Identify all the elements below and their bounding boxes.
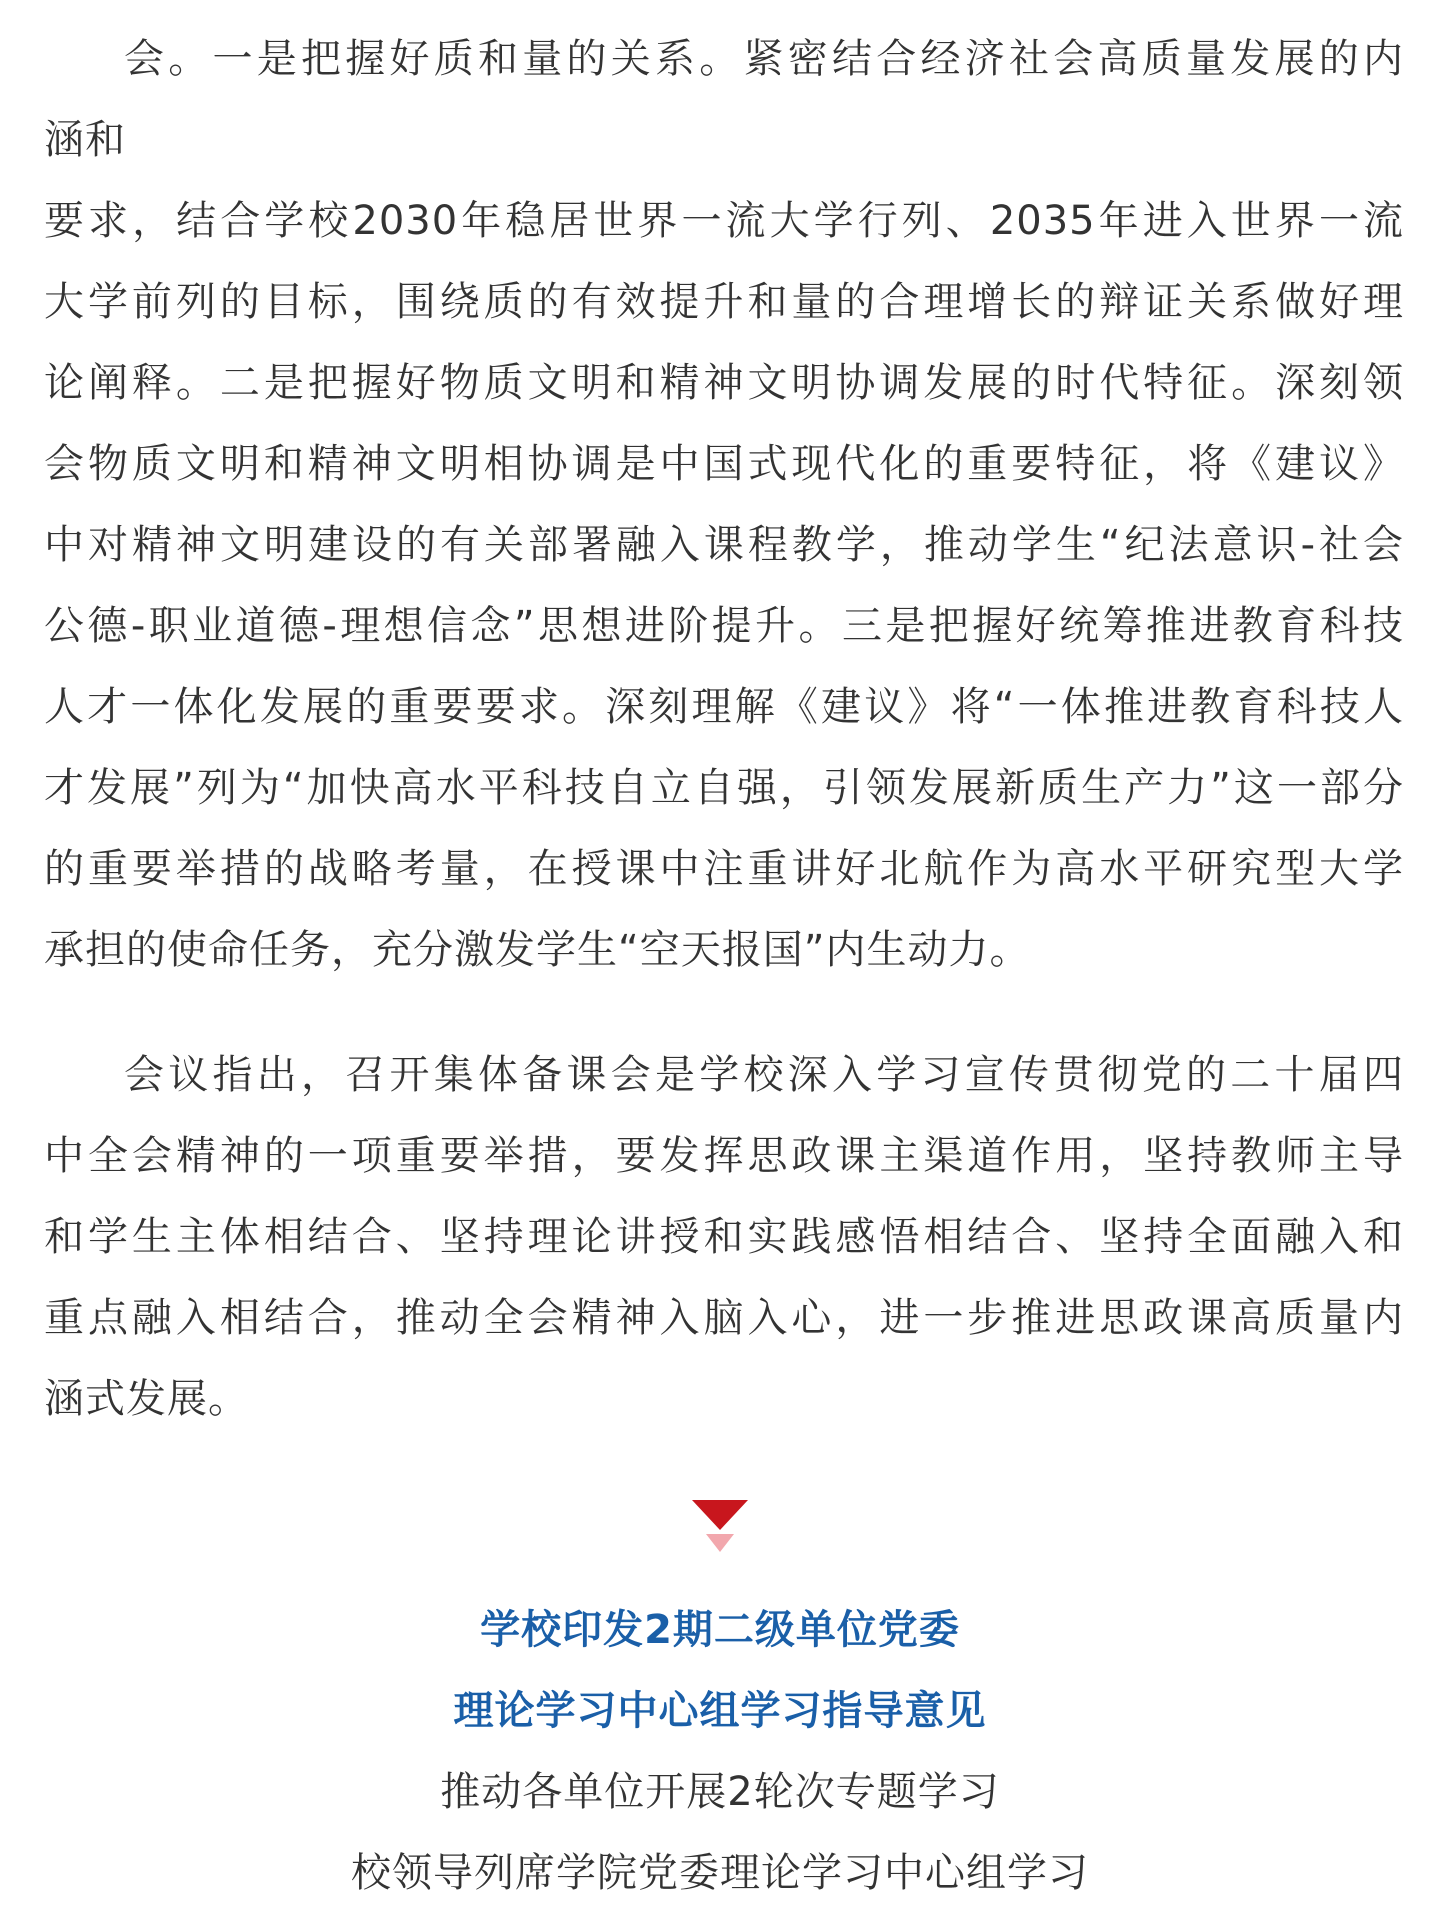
paragraph-line: 涵和 [44,117,126,163]
paragraph-line: 中对精神文明建设的有关部署融入课程教学，推动学生“纪法意识-社会 [44,522,1404,568]
paragraph-line: 要求，结合学校2030年稳居世界一流大学行列、2035年进入世界一流 [44,198,1404,244]
paragraph-line: 会议指出，召开集体备课会是学校深入学习宣传贯彻党的二十届四 [124,1052,1404,1098]
paragraph-line: 会。一是把握好质和量的关系。紧密结合经济社会高质量发展的内 [124,36,1404,82]
paragraph-line: 会物质文明和精神文明相协调是中国式现代化的重要特征，将《建议》 [44,441,1404,487]
paragraph-line: 公德-职业道德-理想信念”思想进阶提升。三是把握好统筹推进教育科技 [44,603,1404,649]
section-heading-block [0,1590,1440,1914]
article-paragraph-1 [44,0,1404,991]
paragraph-line: 大学前列的目标，围绕质的有效提升和量的合理增长的辩证关系做好理 [44,279,1404,325]
down-triangle-secondary [706,1534,734,1552]
down-triangle-icon [690,1500,750,1556]
section-heading: 学校印发2期二级单位党委 [480,1607,960,1653]
article-body [44,0,1404,1440]
down-triangle-primary [692,1500,748,1530]
section-heading: 理论学习中心组学习指导意见 [453,1688,987,1734]
paragraph-line: 人才一体化发展的重要要求。深刻理解《建议》将“一体推进教育科技人 [44,684,1404,730]
paragraph-line: 涵式发展。 [44,1376,249,1422]
paragraph-line: 论阐释。二是把握好物质文明和精神文明协调发展的时代特征。深刻领 [44,360,1404,406]
article-paragraph-2 [44,1035,1404,1440]
paragraph-line: 中全会精神的一项重要举措，要发挥思政课主渠道作用，坚持教师主导 [44,1133,1404,1179]
paragraph-line: 才发展”列为“加快高水平科技自立自强，引领发展新质生产力”这一部分 [44,765,1404,811]
paragraph-line: 和学生主体相结合、坚持理论讲授和实践感悟相结合、坚持全面融入和 [44,1214,1404,1260]
paragraph-line: 的重要举措的战略考量，在授课中注重讲好北航作为高水平研究型大学 [44,846,1404,892]
section-subtitle: 校领导列席学院党委理论学习中心组学习 [351,1850,1089,1896]
paragraph-line: 重点融入相结合，推动全会精神入脑入心，进一步推进思政课高质量内 [44,1295,1404,1341]
down-triangle-icon-graphic [690,1500,750,1556]
paragraph-line: 承担的使命任务，充分激发学生“空天报国”内生动力。 [44,927,1031,973]
section-subtitle: 推动各单位开展2轮次专题学习 [440,1769,1000,1815]
